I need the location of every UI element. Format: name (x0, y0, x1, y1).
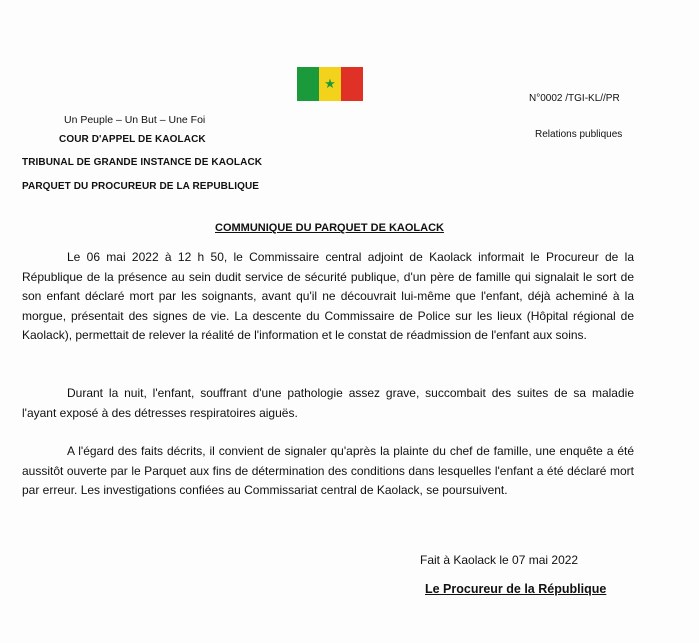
institution-tribunal: TRIBUNAL DE GRANDE INSTANCE DE KAOLACK (22, 157, 263, 168)
national-motto: Un Peuple – Un But – Une Foi (64, 114, 206, 126)
signatory: Le Procureur de la République (425, 582, 607, 596)
document-title: COMMUNIQUE DU PARQUET DE KAOLACK (215, 222, 444, 234)
institution-court-of-appeal: COUR D'APPEL DE KAOLACK (59, 134, 206, 145)
institution-parquet: PARQUET DU PROCUREUR DE LA REPUBLIQUE (22, 181, 260, 192)
relations-label: Relations publiques (535, 129, 623, 140)
flag-star-icon: ★ (324, 76, 336, 92)
flag-red-band (341, 67, 363, 101)
paragraph: Le 06 mai 2022 à 12 h 50, le Commissaire central adjoint de Kaolack informait le Procureur de la République de la présence au sein dudit service de sécurité publique, d'un père de famille qui signalait le sort de son enfant déclaré mort par les soignants, avant qu'il ne découvrait lui-même que l'enfant, déjà acheminé à la morgue, présentait des signes de vie. La descente du Commissaire de Police sur les lieux (Hôpital régional de Kaolack), permettait de relever la réalité de l'information et le constat de réadmission de l'enfant aux soins. (22, 250, 634, 342)
flag-yellow-band (319, 67, 341, 101)
paragraph: Durant la nuit, l'enfant, souffrant d'une pathologie assez grave, succombait des suites de sa maladie l'ayant exposé à des détresses respiratoires aiguës. (22, 386, 634, 420)
flag-green-band (297, 67, 319, 101)
reference-number: N°0002 /TGI-KL//PR (529, 93, 620, 104)
place-and-date: Fait à Kaolack le 07 mai 2022 (420, 553, 579, 567)
senegal-flag-icon (297, 67, 363, 101)
paragraph: A l'égard des faits décrits, il convient de signaler qu'après la plainte du chef de famille, une enquête a été aussitôt ouverte par le Parquet aux fins de détermination des conditions dans lesquelles l'enfant a été déclaré mort par erreur. Les investigations confiées au Commissariat central de Kaolack, se poursuivent. (22, 444, 634, 497)
